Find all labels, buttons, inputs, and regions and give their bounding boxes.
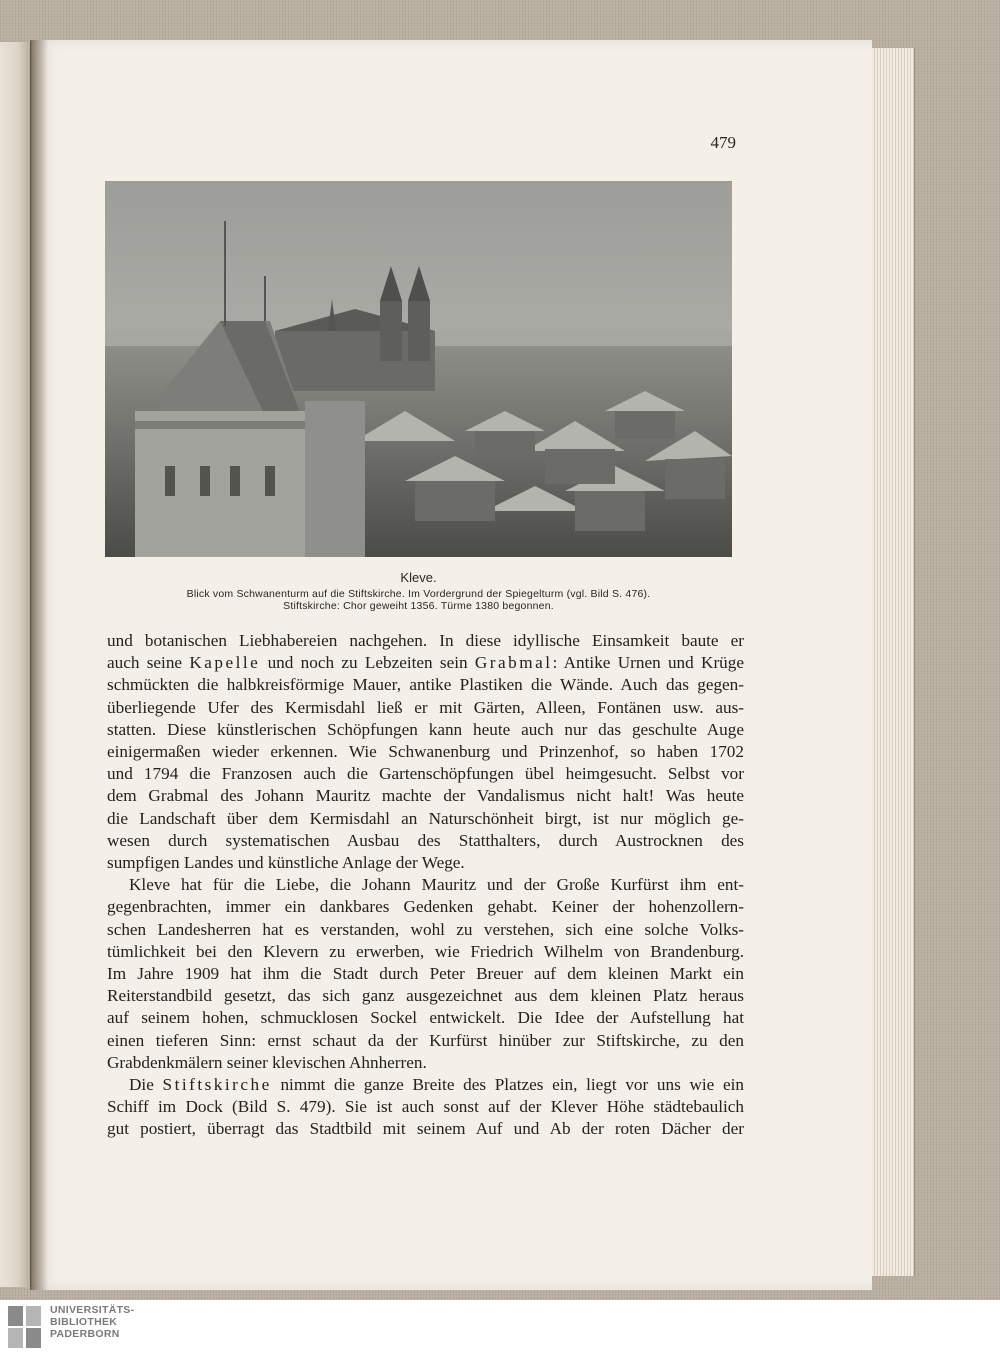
text-line: wesen durch systematischen Ausbau des Statthalters, durch Austrocknen des xyxy=(107,830,744,850)
text-line: Schiff im Dock (Bild S. 479). Sie ist auch sonst auf der Klever Höhe städtebaulich xyxy=(107,1097,744,1117)
library-name: UNIVERSITÄTS- BIBLIOTHEK PADERBORN xyxy=(50,1304,135,1340)
paragraph-3 xyxy=(107,1074,744,1141)
figure-caption-line-1: Blick vom Schwanenturm auf die Stiftskirche. Im Vordergrund der Spiegelturm (vgl. Bild S. 476). xyxy=(186,588,651,600)
text-line: sumpfigen Landes und künstliche Anlage der Wege. xyxy=(107,853,465,873)
text-line: Reiterstandbild gesetzt, das sich ganz ausgezeichnet aus dem kleinen Platz heraus xyxy=(107,986,744,1006)
spaced-term-kapelle: Kapelle xyxy=(189,653,261,673)
text-line: tümlichkeit bei den Klevern zu erwerben, wie Friedrich Wilhelm von Brandenburg. xyxy=(107,941,744,961)
figure-title: Kleve. xyxy=(400,570,437,585)
spine-shadow xyxy=(30,40,48,1290)
text-line: Kleve hat für die Liebe, die Johann Mauritz und der Große Kurfürst ihm ent- xyxy=(129,875,744,895)
text-line: Die Stiftskirche nimmt die ganze Breite des Platzes ein, liegt vor uns wie ein xyxy=(129,1075,744,1095)
body-text xyxy=(107,630,744,1141)
spaced-term-stiftskirche: Stiftskirche xyxy=(162,1075,272,1095)
text-line: statten. Diese künstlerischen Schöpfungen kann heute auch nur das geschulte Auge xyxy=(107,719,744,739)
text-line: und botanischen Liebhabereien nachgehen. In diese idyllische Einsamkeit baute er xyxy=(107,631,744,650)
text-line: einigermaßen wieder erkennen. Wie Schwanenburg und Prinzenhof, so haben 1702 xyxy=(107,742,744,762)
text-line: gut postiert, überragt das Stadtbild mit seinem Auf und Ab der roten Dächer der xyxy=(107,1119,744,1139)
library-logo-icon xyxy=(8,1306,42,1348)
page-number: 479 xyxy=(710,133,736,152)
text-line: die Landschaft über dem Kermisdahl an Naturschönheit birgt, ist nur möglich ge- xyxy=(107,808,744,828)
paragraph-2 xyxy=(107,874,744,1074)
text-line: auch seine Kapelle und noch zu Lebzeiten sein Grabmal: Antike Urnen und Krüge xyxy=(107,653,744,673)
text-line: gegenbrachten, immer ein dankbares Gedenken gehabt. Keiner der hohenzollern- xyxy=(107,897,744,917)
photograph-illustration xyxy=(105,181,732,557)
page-stack-edge xyxy=(872,48,915,1276)
text-line: einen tieferen Sinn: ernst schaut da der Kurfürst hinüber zur Stiftskirche, zu den xyxy=(107,1030,744,1050)
text-line: überliegende Ufer des Kermisdahl ließ er mit Gärten, Alleen, Fontänen usw. aus- xyxy=(107,697,744,717)
text-line: schen Landesherren hat es verstanden, wohl zu verstehen, sich eine solche Volks- xyxy=(107,919,744,939)
text-line: schmückten die halbkreisförmige Mauer, antike Plastiken die Wände. Auch das gegen- xyxy=(107,675,744,695)
text-line: Im Jahre 1909 hat ihm die Stadt durch Peter Breuer auf dem kleinen Markt ein xyxy=(107,964,744,984)
figure-caption-line-2: Stiftskirche: Chor geweiht 1356. Türme 1380 begonnen. xyxy=(283,600,554,612)
footer-bar xyxy=(0,1300,1000,1354)
text-line: auf seinem hohen, schmucklosen Sockel entwickelt. Die Idee der Aufstellung hat xyxy=(107,1008,744,1028)
spaced-term-grabmal: Grabmal xyxy=(474,653,553,673)
text-line: dem Grabmal des Johann Mauritz machte der Vandalismus nicht halt! Was heute xyxy=(107,786,744,806)
text-line: Grabdenkmälern seiner klevischen Ahnherren. xyxy=(107,1052,427,1072)
photograph-kleve xyxy=(105,181,732,557)
paragraph-1 xyxy=(107,630,744,874)
text-line: und 1794 die Franzosen auch die Gartenschöpfungen übel heimgesucht. Selbst vor xyxy=(107,764,744,784)
left-page-edge xyxy=(0,42,31,1287)
